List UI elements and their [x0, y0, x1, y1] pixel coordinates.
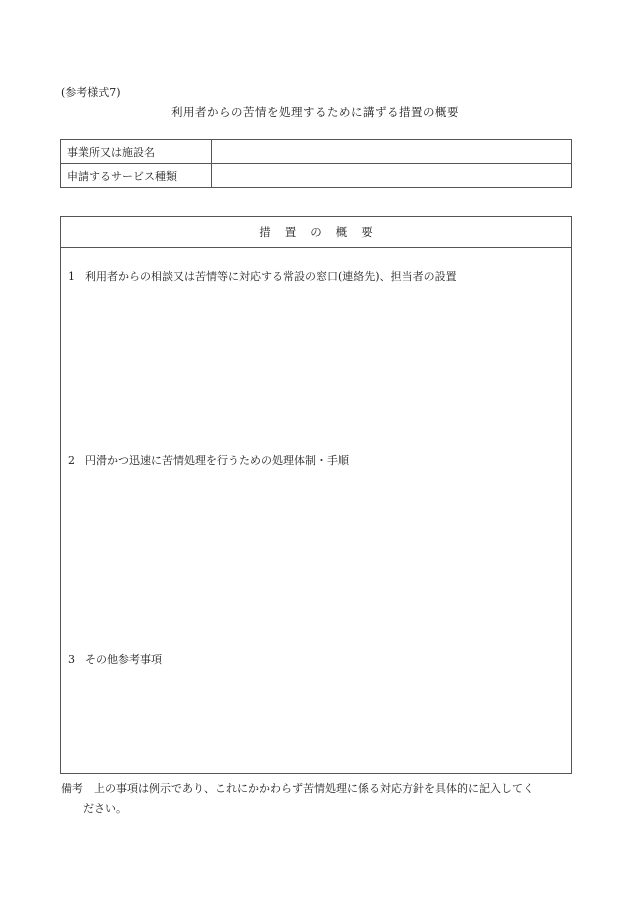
- table-row: [61, 164, 572, 188]
- measure-item-1: [68, 268, 457, 284]
- facility-info-table: [60, 139, 572, 188]
- measure-item-text: その他参考事項: [85, 653, 162, 666]
- measure-item-number: 2: [68, 454, 75, 467]
- measure-item-number: 3: [68, 653, 75, 666]
- remark-note: [61, 779, 576, 815]
- measure-item-text: 利用者からの相談又は苦情等に対応する常設の窓口(連絡先)、担当者の設置: [85, 270, 457, 283]
- remark-line-2: ださい。: [83, 802, 127, 815]
- measure-item-number: 1: [68, 270, 75, 283]
- measure-item-3: [68, 651, 162, 667]
- table-row: [61, 140, 572, 164]
- page-title: 利用者からの苦情を処理するために講ずる措置の概要: [171, 105, 459, 119]
- facility-name-field[interactable]: [212, 140, 572, 164]
- measure-item-2: [68, 452, 349, 468]
- facility-name-label: 事業所又は施設名: [61, 140, 212, 164]
- measure-item-text: 円滑かつ迅速に苦情処理を行うための処理体制・手順: [85, 454, 349, 467]
- service-type-label: 申請するサービス種類: [61, 164, 212, 188]
- remark-label: 備考: [61, 782, 83, 795]
- remark-line-1: 上の事項は例示であり、これにかかわらず苦情処理に係る対応方針を具体的に記入してく: [94, 782, 534, 795]
- measures-box: [60, 216, 572, 774]
- form-code: (参考様式7): [61, 86, 121, 99]
- service-type-field[interactable]: [212, 164, 572, 188]
- measures-heading: 措置の概要: [61, 217, 571, 248]
